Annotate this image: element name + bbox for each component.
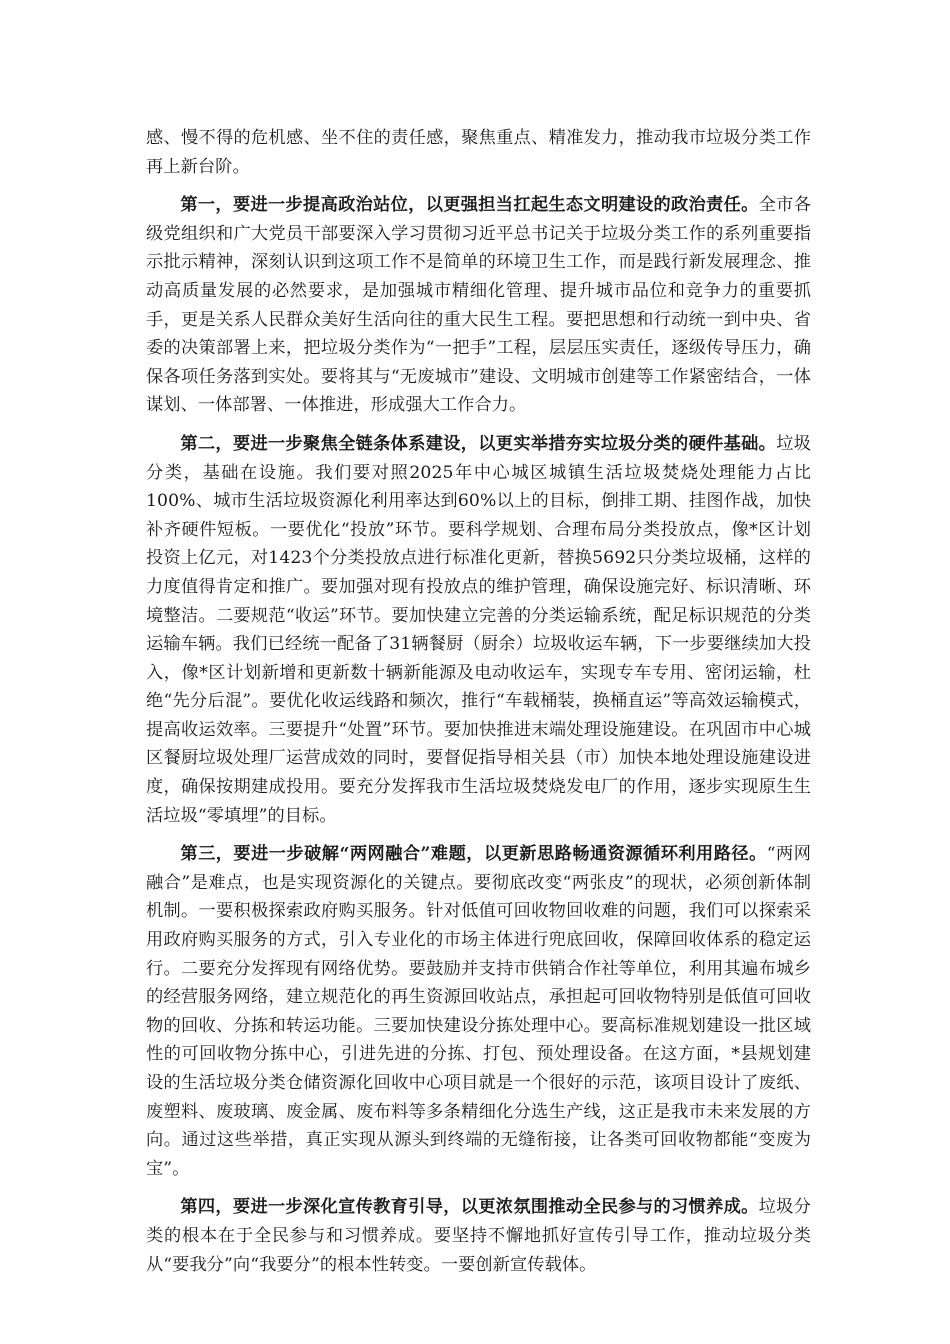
paragraph-point-1 <box>146 191 811 420</box>
paragraph-text: “两网融合”是难点，也是实现资源化的关键点。要彻底改变“两张皮”的现状，必须创新体制机制。一要积极探索政府购买服务。针对低值可回收物回收难的问题，我们可以探索采用政府购买服务的方式，引入专业化的市场主体进行兜底回收，保障回收体系的稳定运行。二要充分发挥现有网络优势。要鼓励并支持市供销合作社等单位，利用其遍布城乡的经营服务网络，建立规范化的再生资源回收站点，承担起可回收物特别是低值可回收物的回收、分拣和转运功能。三要加快建设分拣处理中心。要高标准规划建设一批区域性的可回收物分拣中心，引进先进的分拣、打包、预处理设备。在这方面，*县规划建设的生活垃圾分类仓储资源化回收中心项目就是一个很好的示范，该项目设计了废纸、废塑料、废玻璃、废金属、废布料等多条精细化分选生产线，这正是我市未来发展的方向。通过这些举措，真正实现从源头到终端的无缝衔接，让各类可回收物都能“变废为宝”。 <box>146 844 811 1179</box>
paragraph-text: 感、慢不得的危机感、坐不住的责任感，聚焦重点、精准发力，推动我市垃圾分类工作再上新台阶。 <box>146 128 811 177</box>
document-body <box>146 124 811 1289</box>
paragraph-lead: 第三，要进一步破解“两网融合”难题，以更新思路畅通资源循环利用路径。 <box>180 844 767 865</box>
paragraph-point-3 <box>146 840 811 1183</box>
paragraph-point-4 <box>146 1193 811 1279</box>
paragraph-lead: 第一，要进一步提高政治站位，以更强担当扛起生态文明建设的政治责任。 <box>180 195 759 216</box>
paragraph-lead: 第二，要进一步聚焦全链条体系建设，以更实举措夯实垃圾分类的硬件基础。 <box>180 433 777 454</box>
paragraph-intro <box>146 124 811 181</box>
paragraph-text: 垃圾分类的根本在于全民参与和习惯养成。要坚持不懈地抓好宣传引导工作，推动垃圾分类从“要我分”向“我要分”的根本性转变。一要创新宣传载体。 <box>146 1197 811 1275</box>
paragraph-text: 全市各级党组织和广大党员干部要深入学习贯彻习近平总书记关于垃圾分类工作的系列重要指示批示精神，深刻认识到这项工作不是简单的环境卫生工作，而是践行新发展理念、推动高质量发展的必然要求，是加强城市精细化管理、提升城市品位和竞争力的重要抓手，更是关系人民群众美好生活向往的重大民生工程。要把思想和行动统一到中央、省委的决策部署上来，把垃圾分类作为“一把手”工程，层层压实责任，逐级传导压力，确保各项任务落到实处。要将其与“无废城市”建设、文明城市创建等工作紧密结合，一体谋划、一体部署、一体推进，形成强大工作合力。 <box>146 195 811 416</box>
paragraph-point-2 <box>146 430 811 830</box>
paragraph-text: 垃圾分类，基础在设施。我们要对照2025年中心城区城镇生活垃圾焚烧处理能力占比100%、城市生活垃圾资源化利用率达到60%以上的目标，倒排工期、挂图作战，加快补齐硬件短板。一要优化“投放”环节。要科学规划、合理布局分类投放点，像*区计划投资上亿元，对1423个分类投放点进行标准化更新，替换5692只分类垃圾桶，这样的力度值得肯定和推广。要加强对现有投放点的维护管理，确保设施完好、标识清晰、环境整洁。二要规范“收运”环节。要加快建立完善的分类运输系统，配足标识规范的分类运输车辆。我们已经统一配备了31辆餐厨（厨余）垃圾收运车辆，下一步要继续加大投入，像*区计划新增和更新数十辆新能源及电动收运车，实现专车专用、密闭运输，杜绝“先分后混”。要优化收运线路和频次，推行“车载桶装，换桶直运”等高效运输模式，提高收运效率。三要提升“处置”环节。要加快推进末端处理设施建设。在巩固市中心城区餐厨垃圾处理厂运营成效的同时，要督促指导相关县（市）加快本地处理设施建设进度，确保按期建成投用。要充分发挥我市生活垃圾焚烧发电厂的作用，逐步实现原生生活垃圾“零填埋”的目标。 <box>146 433 811 826</box>
paragraph-lead: 第四，要进一步深化宣传教育引导，以更浓氛围推动全民参与的习惯养成。 <box>180 1197 759 1218</box>
